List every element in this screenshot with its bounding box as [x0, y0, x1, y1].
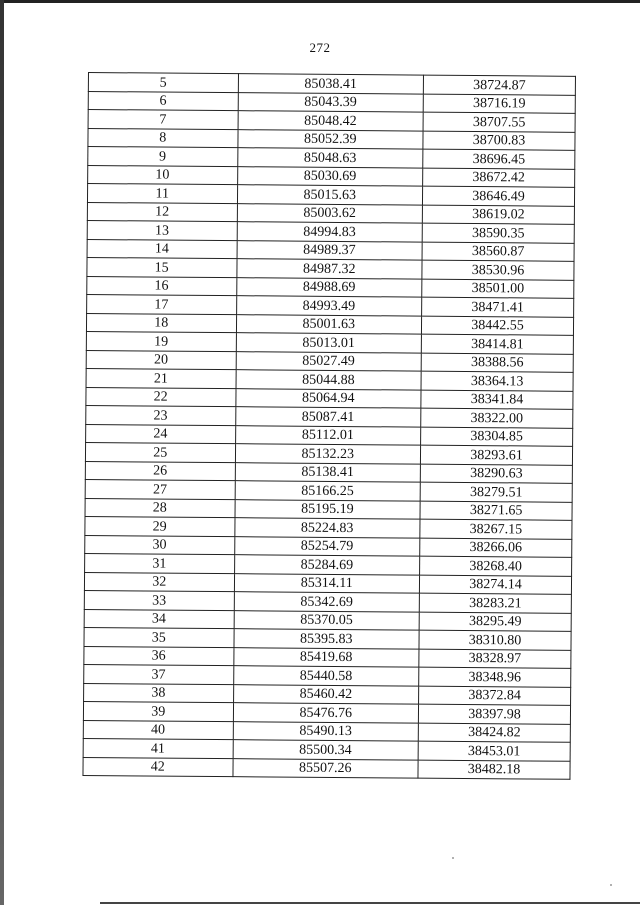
x-coordinate-cell: 85013.01	[236, 333, 422, 353]
x-coordinate-cell: 85370.05	[234, 610, 420, 630]
y-coordinate-cell: 38304.85	[421, 427, 573, 447]
coordinate-table	[82, 72, 576, 780]
x-coordinate-cell: 85500.34	[233, 740, 419, 760]
x-coordinate-cell: 85112.01	[235, 425, 421, 445]
x-coordinate-cell: 85001.63	[236, 314, 422, 334]
point-number-cell: 38	[84, 683, 234, 703]
y-coordinate-cell: 38295.49	[419, 612, 571, 632]
x-coordinate-cell: 85030.69	[237, 166, 423, 186]
y-coordinate-cell: 38328.97	[419, 649, 571, 669]
y-coordinate-cell: 38707.55	[423, 112, 575, 132]
point-number-cell: 27	[85, 479, 235, 499]
x-coordinate-cell: 85342.69	[234, 592, 420, 612]
x-coordinate-cell: 85003.62	[237, 203, 423, 223]
scan-speck	[452, 857, 454, 859]
point-number-cell: 41	[83, 738, 233, 758]
point-number-cell: 5	[88, 73, 238, 93]
point-number-cell: 36	[84, 646, 234, 666]
point-number-cell: 40	[83, 720, 233, 740]
x-coordinate-cell: 85132.23	[235, 444, 421, 464]
point-number-cell: 10	[88, 165, 238, 185]
y-coordinate-cell: 38414.81	[421, 334, 573, 354]
point-number-cell: 8	[88, 128, 238, 148]
y-coordinate-cell: 38283.21	[419, 593, 571, 613]
x-coordinate-cell: 85138.41	[235, 462, 421, 482]
x-coordinate-cell: 85476.76	[233, 703, 419, 723]
point-number-cell: 33	[84, 590, 234, 610]
x-coordinate-cell: 85087.41	[235, 407, 421, 427]
point-number-cell: 16	[87, 276, 237, 296]
x-coordinate-cell: 85314.11	[234, 573, 420, 593]
y-coordinate-cell: 38696.45	[423, 149, 575, 169]
page-top-edge	[0, 0, 640, 3]
coordinate-table-body	[83, 73, 576, 780]
point-number-cell: 24	[86, 424, 236, 444]
x-coordinate-cell: 84993.49	[236, 296, 422, 316]
point-number-cell: 15	[87, 257, 237, 277]
page-number: 272	[309, 40, 331, 55]
y-coordinate-cell: 38501.00	[422, 279, 574, 299]
point-number-cell: 20	[86, 350, 236, 370]
y-coordinate-cell: 38290.63	[420, 464, 572, 484]
point-number-cell: 6	[88, 91, 238, 111]
point-number-cell: 37	[84, 664, 234, 684]
x-coordinate-cell: 85064.94	[235, 388, 421, 408]
point-number-cell: 32	[84, 572, 234, 592]
y-coordinate-cell: 38267.15	[420, 519, 572, 539]
x-coordinate-cell: 85224.83	[234, 518, 420, 538]
point-number-cell: 12	[87, 202, 237, 222]
point-number-cell: 18	[86, 313, 236, 333]
coordinate-table-container	[82, 72, 576, 780]
y-coordinate-cell: 38471.41	[422, 297, 574, 317]
x-coordinate-cell: 85015.63	[237, 185, 423, 205]
x-coordinate-cell: 85043.39	[238, 92, 424, 112]
y-coordinate-cell: 38322.00	[421, 408, 573, 428]
point-number-cell: 7	[88, 110, 238, 130]
x-coordinate-cell: 84994.83	[237, 222, 423, 242]
x-coordinate-cell: 85044.88	[236, 370, 422, 390]
page-left-edge	[0, 0, 4, 905]
scan-speck	[610, 884, 612, 886]
point-number-cell: 35	[84, 627, 234, 647]
y-coordinate-cell: 38590.35	[422, 223, 574, 243]
x-coordinate-cell: 84987.32	[236, 259, 422, 279]
x-coordinate-cell: 85507.26	[232, 758, 418, 778]
point-number-cell: 29	[85, 516, 235, 536]
y-coordinate-cell: 38268.40	[420, 556, 572, 576]
point-number-cell: 21	[86, 368, 236, 388]
x-coordinate-cell: 85027.49	[236, 351, 422, 371]
point-number-cell: 39	[83, 701, 233, 721]
x-coordinate-cell: 85048.42	[238, 111, 424, 131]
point-number-cell: 9	[88, 147, 238, 167]
x-coordinate-cell: 85490.13	[233, 721, 419, 741]
y-coordinate-cell: 38442.55	[422, 316, 574, 336]
y-coordinate-cell: 38274.14	[419, 575, 571, 595]
point-number-cell: 42	[83, 757, 233, 777]
point-number-cell: 14	[87, 239, 237, 259]
x-coordinate-cell: 85395.83	[234, 629, 420, 649]
y-coordinate-cell: 38364.13	[421, 371, 573, 391]
y-coordinate-cell: 38700.83	[423, 131, 575, 151]
y-coordinate-cell: 38716.19	[423, 94, 575, 114]
y-coordinate-cell: 38266.06	[420, 538, 572, 558]
x-coordinate-cell: 85440.58	[233, 666, 419, 686]
y-coordinate-cell: 38560.87	[422, 242, 574, 262]
page-bottom-edge	[100, 902, 640, 904]
point-number-cell: 30	[85, 535, 235, 555]
y-coordinate-cell: 38672.42	[423, 168, 575, 188]
point-number-cell: 23	[86, 405, 236, 425]
y-coordinate-cell: 38619.02	[422, 205, 574, 225]
y-coordinate-cell: 38530.96	[422, 260, 574, 280]
y-coordinate-cell: 38271.65	[420, 501, 572, 521]
y-coordinate-cell: 38348.96	[419, 667, 571, 687]
y-coordinate-cell: 38388.56	[421, 353, 573, 373]
y-coordinate-cell: 38482.18	[418, 760, 570, 780]
x-coordinate-cell: 84988.69	[236, 277, 422, 297]
y-coordinate-cell: 38293.61	[420, 445, 572, 465]
point-number-cell: 28	[85, 498, 235, 518]
point-number-cell: 11	[87, 184, 237, 204]
x-coordinate-cell: 85419.68	[233, 647, 419, 667]
y-coordinate-cell: 38453.01	[418, 741, 570, 761]
x-coordinate-cell: 85460.42	[233, 684, 419, 704]
point-number-cell: 22	[86, 387, 236, 407]
point-number-cell: 26	[85, 461, 235, 481]
y-coordinate-cell: 38646.49	[423, 186, 575, 206]
x-coordinate-cell: 85284.69	[234, 555, 420, 575]
y-coordinate-cell: 38724.87	[423, 75, 575, 95]
x-coordinate-cell: 85254.79	[234, 536, 420, 556]
y-coordinate-cell: 38424.82	[418, 723, 570, 743]
point-number-cell: 25	[85, 442, 235, 462]
y-coordinate-cell: 38310.80	[419, 630, 571, 650]
point-number-cell: 34	[84, 609, 234, 629]
x-coordinate-cell: 85048.63	[237, 148, 423, 168]
y-coordinate-cell: 38372.84	[419, 686, 571, 706]
y-coordinate-cell: 38341.84	[421, 390, 573, 410]
point-number-cell: 31	[85, 553, 235, 573]
x-coordinate-cell: 84989.37	[237, 240, 423, 260]
point-number-cell: 19	[86, 331, 236, 351]
x-coordinate-cell: 85052.39	[237, 129, 423, 149]
table-row	[83, 757, 570, 779]
point-number-cell: 17	[87, 294, 237, 314]
point-number-cell: 13	[87, 220, 237, 240]
y-coordinate-cell: 38397.98	[418, 704, 570, 724]
y-coordinate-cell: 38279.51	[420, 482, 572, 502]
x-coordinate-cell: 85038.41	[238, 74, 424, 94]
x-coordinate-cell: 85195.19	[235, 499, 421, 519]
x-coordinate-cell: 85166.25	[235, 481, 421, 501]
